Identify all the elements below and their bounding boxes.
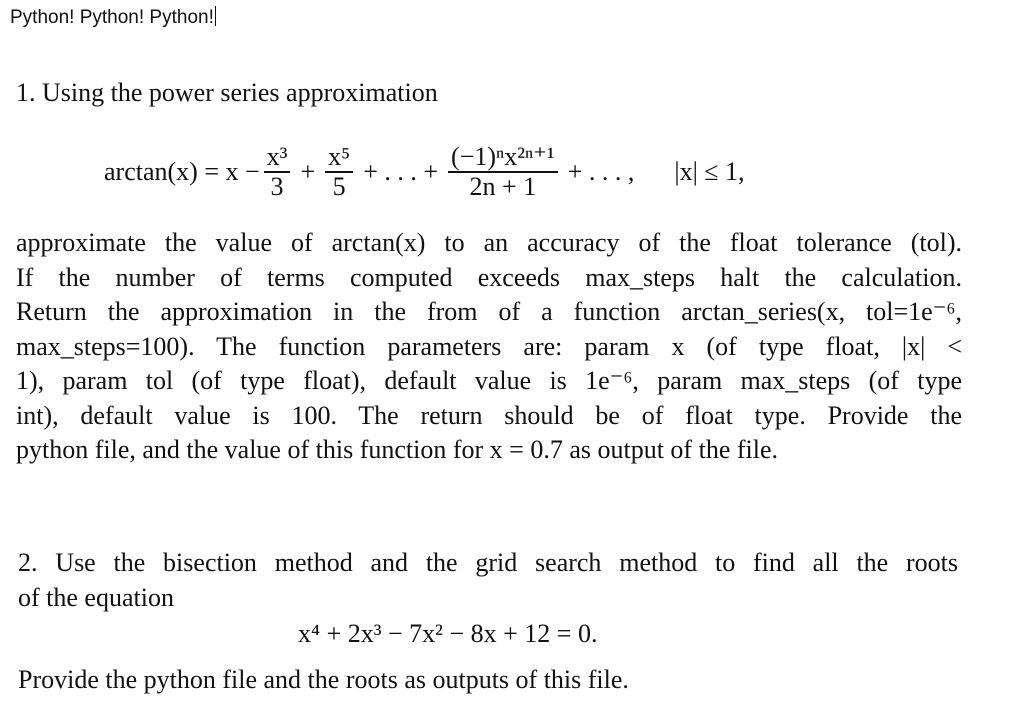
- polynomial-equation: x⁴ + 2x³ − 7x² − 8x + 12 = 0.: [298, 619, 598, 648]
- question-1-title: 1. Using the power series approximation: [16, 78, 438, 107]
- q1-line-4: max_steps=100). The function parameters are: param x (of type float, |x| <: [16, 331, 962, 361]
- formula-plus: +: [300, 156, 316, 186]
- q1-line-3: Return the approximation in the from of a function arctan_series(x, tol=1e⁻⁶,: [16, 297, 962, 326]
- q1-line-6: int), default value is 100. The return should be of float type. Provide the: [16, 400, 962, 430]
- header-title: Python! Python! Python!: [10, 7, 214, 28]
- document-header[interactable]: [10, 6, 216, 29]
- formula-tail: + . . . ,: [567, 156, 635, 186]
- arctan-series-formula: [104, 132, 745, 212]
- question-2-closing: Provide the python file and the roots as outputs of this file.: [18, 665, 629, 694]
- formula-condition: |x| ≤ 1,: [674, 156, 745, 186]
- q2-line-1: 2. Use the bisection method and the grid search method to find all the roots: [18, 548, 958, 577]
- question-1-body: [16, 226, 962, 468]
- q1-line-7: python file, and the value of this function for x = 0.7 as output of the file.: [16, 435, 778, 464]
- fraction-general-numerator: (−1)ⁿx²ⁿ⁺¹: [451, 142, 555, 172]
- fraction-term-2: [325, 143, 353, 201]
- fraction-general-denominator: 2n + 1: [469, 171, 537, 201]
- q1-line-5: 1), param tol (of type float), default value is 1e⁻⁶, param max_steps (of type: [16, 366, 962, 395]
- q1-line-2: If the number of terms computed exceeds max_steps halt the calculation.: [16, 262, 962, 292]
- formula-ellipsis: + . . . +: [363, 156, 439, 186]
- fraction-term-1-denominator: 3: [270, 171, 284, 201]
- formula-lhs: arctan(x) = x −: [104, 156, 260, 186]
- fraction-term-2-numerator: x⁵: [328, 142, 351, 172]
- q2-line-2: of the equation: [18, 582, 174, 612]
- q1-line-1: approximate the value of arctan(x) to an accuracy of the float tolerance (tol).: [16, 228, 962, 257]
- fraction-term-1-numerator: x³: [266, 142, 288, 172]
- fraction-term-2-denominator: 5: [332, 171, 346, 201]
- fraction-general-term: [448, 143, 558, 201]
- question-2-body: [18, 546, 958, 615]
- fraction-term-1: [264, 143, 291, 201]
- text-cursor: [215, 6, 216, 26]
